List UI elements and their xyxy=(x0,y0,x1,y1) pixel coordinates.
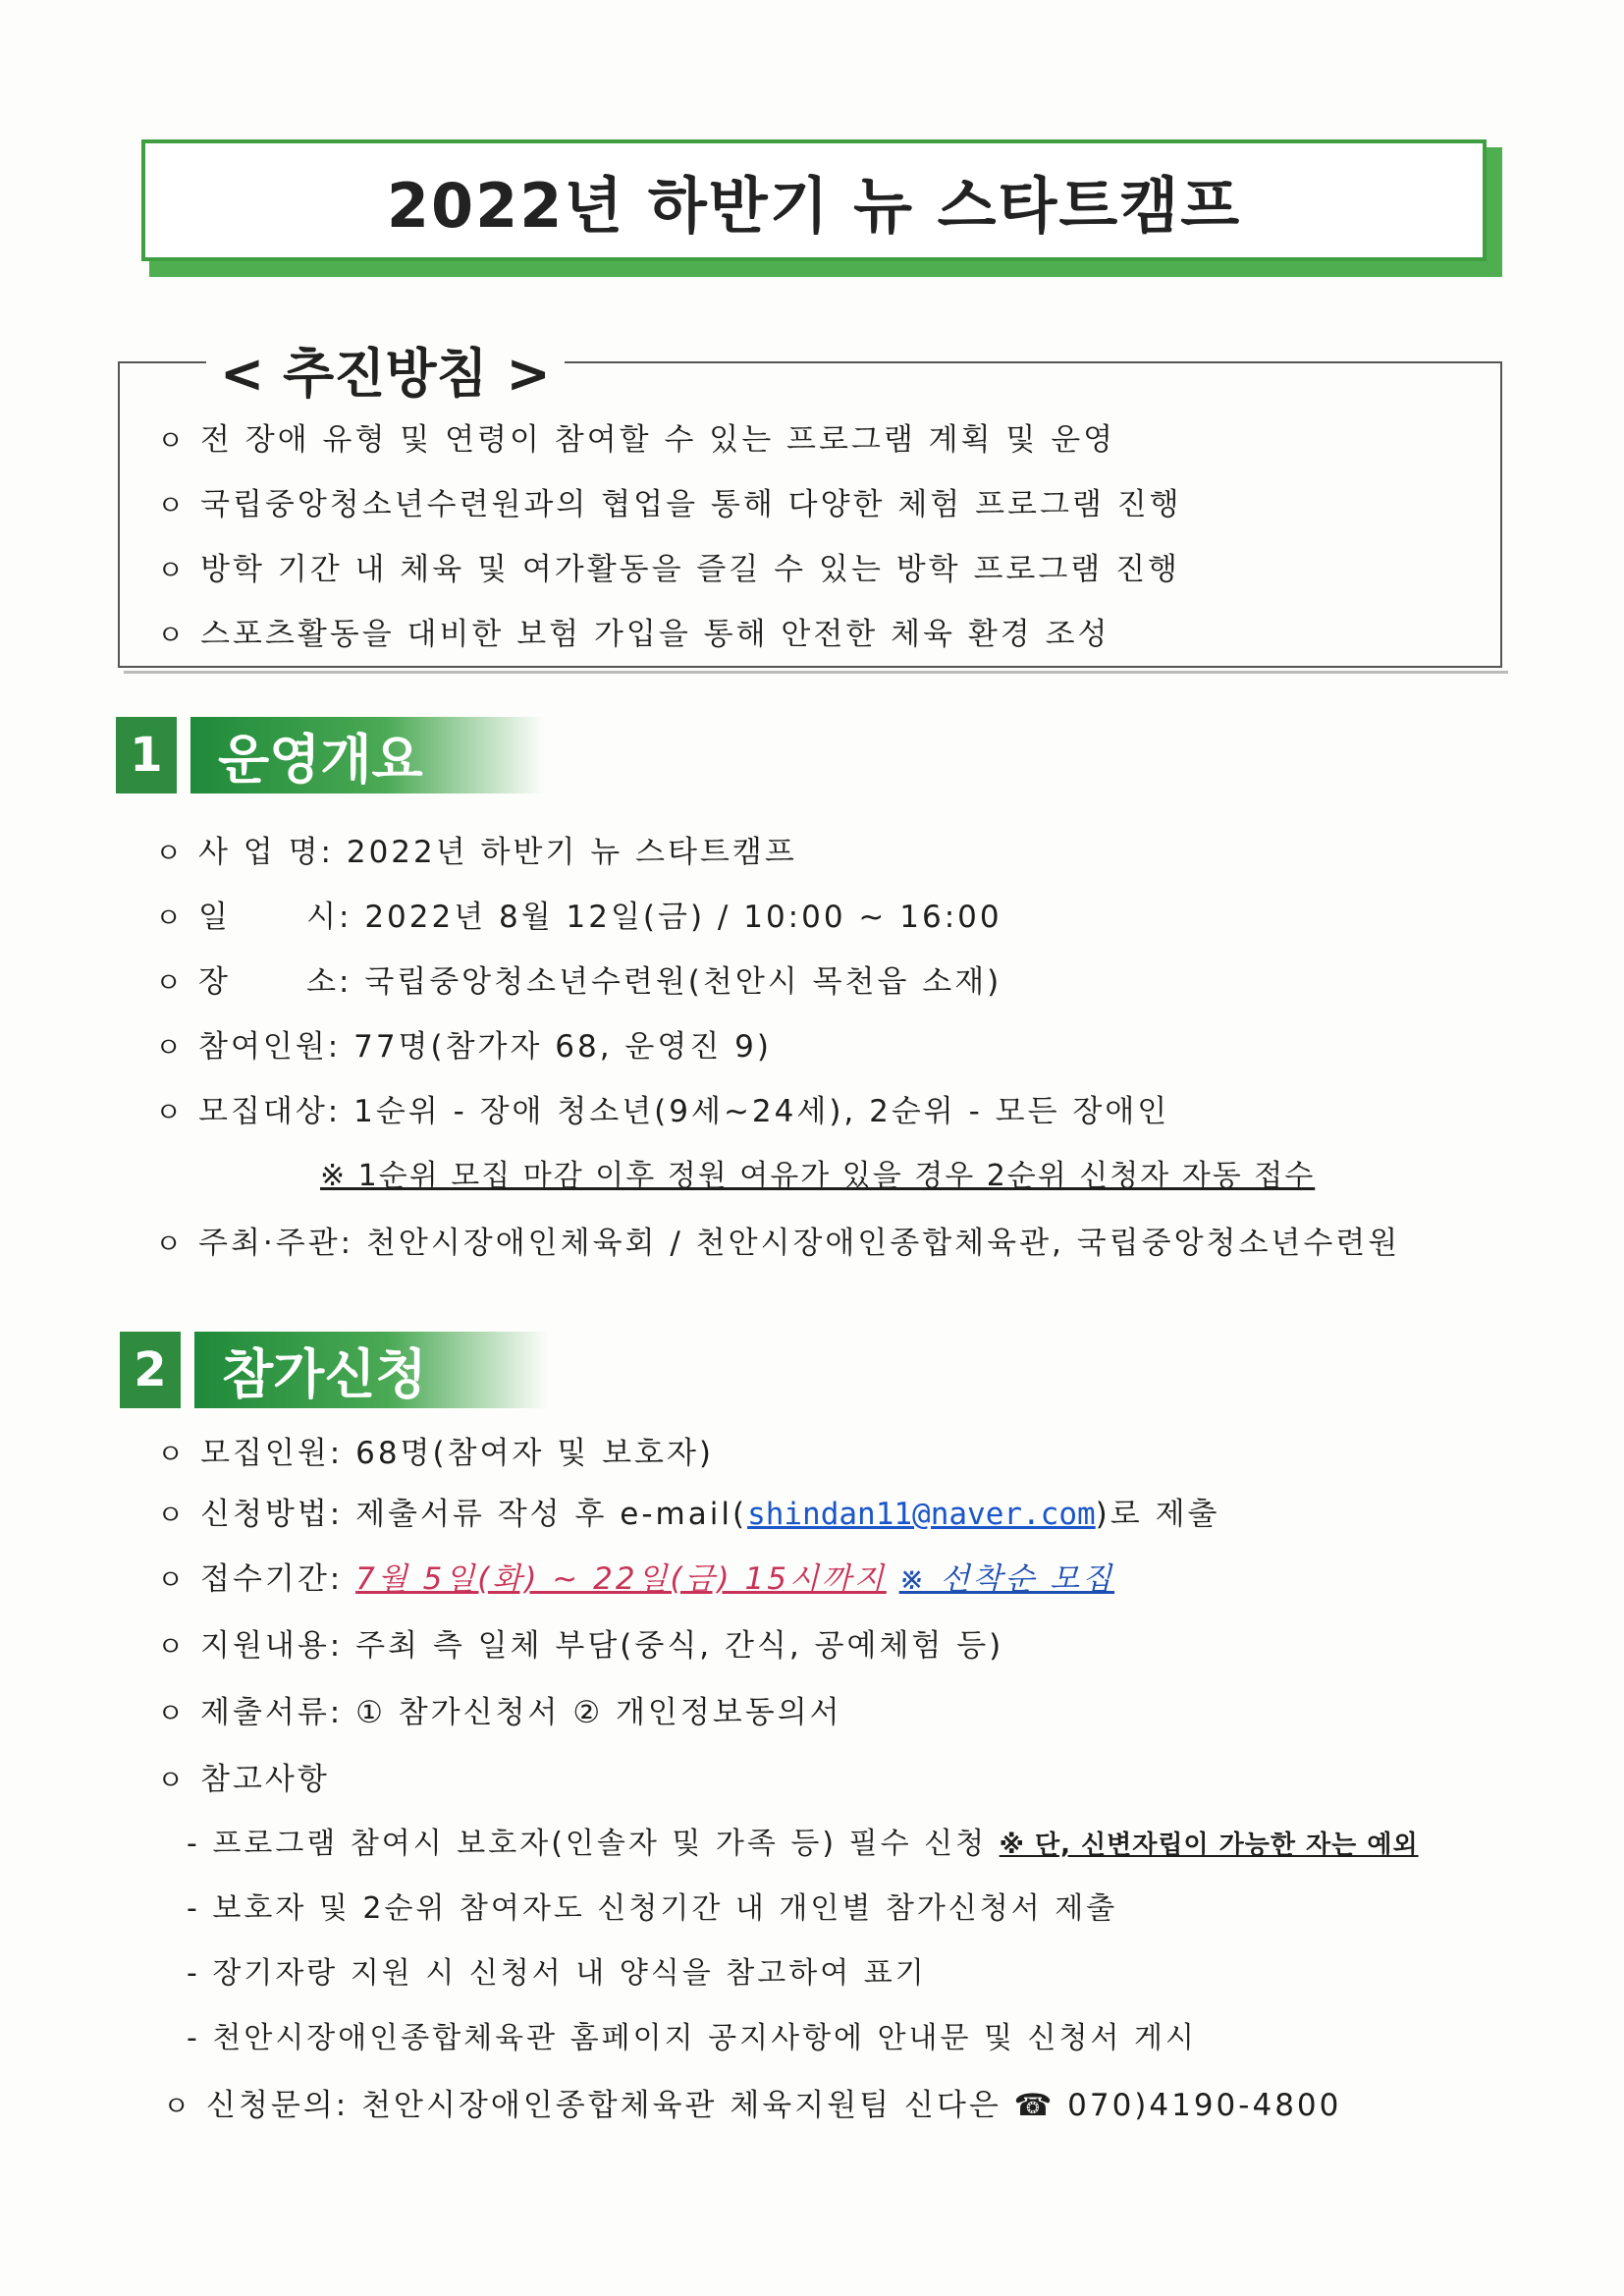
section-title: 참가신청 xyxy=(194,1332,548,1408)
overview-row: ㅇ 모집대상: 1순위 - 장애 청소년(9세~24세), 2순위 - 모든 장애인 xyxy=(155,1086,1169,1130)
bullet-circle-icon: ㅇ xyxy=(157,424,188,457)
note-item: - 프로그램 참여시 보호자(인솔자 및 가족 등) 필수 신청 ※ 단, 신변자립이 가능한 자는 예외 xyxy=(187,1827,1419,1861)
bullet-circle-icon: ㅇ xyxy=(155,1031,186,1064)
bullet-circle-icon: ㅇ xyxy=(157,1438,188,1470)
host-row: ㅇ 주최·주관: 천안시장애인체육회 / 천안시장애인종합체육관, 국립중앙청소년수련원 xyxy=(155,1218,1400,1262)
bullet-circle-icon: ㅇ xyxy=(157,1764,188,1796)
bullet-circle-icon: ㅇ xyxy=(155,1096,186,1128)
note-item: - 장기자랑 지원 시 신청서 내 양식을 참고하여 표기 xyxy=(187,1956,927,1991)
bullet-circle-icon: ㅇ xyxy=(157,1630,188,1663)
section-number: 2 xyxy=(120,1332,181,1408)
period-value: 7월 5일(화) ~ 22일(금) 15시까지 xyxy=(355,1561,887,1597)
docs-row: ㅇ 제출서류: ① 참가신청서 ② 개인정보동의서 xyxy=(157,1687,842,1731)
note-item: - 천안시장애인종합체육관 홈페이지 공지사항에 안내문 및 신청서 게시 xyxy=(187,2021,1197,2055)
section-title: 운영개요 xyxy=(190,717,544,793)
bullet-circle-icon: ㅇ xyxy=(163,2090,193,2122)
bullet-circle-icon: ㅇ xyxy=(157,489,188,521)
bullet-circle-icon: ㅇ xyxy=(157,1499,188,1531)
overview-row: ㅇ 사 업 명: 2022년 하반기 뉴 스타트캠프 xyxy=(155,827,797,871)
overview-row: ㅇ 참여인원: 77명(참가자 68, 운영진 9) xyxy=(155,1021,772,1066)
overview-row: ㅇ 일 시: 2022년 8월 12일(금) / 10:00 ~ 16:00 xyxy=(155,892,1002,936)
bullet-circle-icon: ㅇ xyxy=(155,837,186,869)
overview-row: ㅇ 장 소: 국립중앙청소년수련원(천안시 목천읍 소재) xyxy=(155,957,1001,1001)
policy-heading: < 추진방침 > xyxy=(206,332,565,408)
phone-icon: ☎ xyxy=(1013,2088,1056,2123)
phone-number: 070)4190-4800 xyxy=(1067,2088,1342,2123)
bullet-circle-icon: ㅇ xyxy=(157,1563,188,1596)
bullet-circle-icon: ㅇ xyxy=(157,619,188,651)
method-row: ㅇ 신청방법: 제출서류 작성 후 e-mail(shindan11@naver.com)로 제출 xyxy=(157,1489,1219,1533)
page-title: 2022년 하반기 뉴 스타트캠프 xyxy=(141,139,1487,261)
bullet-circle-icon: ㅇ xyxy=(155,966,186,999)
notes-title-row: ㅇ 참고사항 xyxy=(157,1754,330,1798)
recruit-row: ㅇ 모집인원: 68명(참여자 및 보호자) xyxy=(157,1428,714,1472)
policy-item: ㅇ 방학 기간 내 체육 및 여가활동을 즐길 수 있는 방학 프로그램 진행 xyxy=(157,544,1180,588)
section-number: 1 xyxy=(116,717,177,793)
bullet-circle-icon: ㅇ xyxy=(155,1228,186,1260)
support-row: ㅇ 지원내용: 주최 측 일체 부담(중식, 간식, 공예체험 등) xyxy=(157,1620,1003,1665)
note-item: - 보호자 및 2순위 참여자도 신청기간 내 개인별 참가신청서 제출 xyxy=(187,1891,1118,1926)
policy-item: ㅇ 국립중앙청소년수련원과의 협업을 통해 다양한 체험 프로그램 진행 xyxy=(157,479,1182,523)
note-exception: ※ 단, 신변자립이 가능한 자는 예외 xyxy=(999,1831,1419,1860)
inquiry-row: ㅇ 신청문의: 천안시장애인종합체육관 체육지원팀 신다은 ☎ 070)4190-4800 xyxy=(163,2080,1341,2124)
title-banner xyxy=(141,139,1502,277)
bullet-circle-icon: ㅇ xyxy=(157,1697,188,1729)
bullet-circle-icon: ㅇ xyxy=(157,554,188,586)
priority-note: ※ 1순위 모집 마감 이후 정원 여유가 있을 경우 2순위 신청자 자동 접수 xyxy=(320,1159,1316,1193)
bullet-circle-icon: ㅇ xyxy=(155,902,186,934)
period-note: ※ 선착순 모집 xyxy=(898,1561,1115,1597)
policy-item: ㅇ 스포츠활동을 대비한 보험 가입을 통해 안전한 체육 환경 조성 xyxy=(157,609,1110,653)
period-row: ㅇ 접수기간: 7월 5일(화) ~ 22일(금) 15시까지 ※ 선착순 모집 xyxy=(157,1554,1114,1598)
email-link[interactable]: shindan11@naver.com xyxy=(747,1497,1096,1532)
policy-item: ㅇ 전 장애 유형 및 연령이 참여할 수 있는 프로그램 계획 및 운영 xyxy=(157,414,1115,459)
